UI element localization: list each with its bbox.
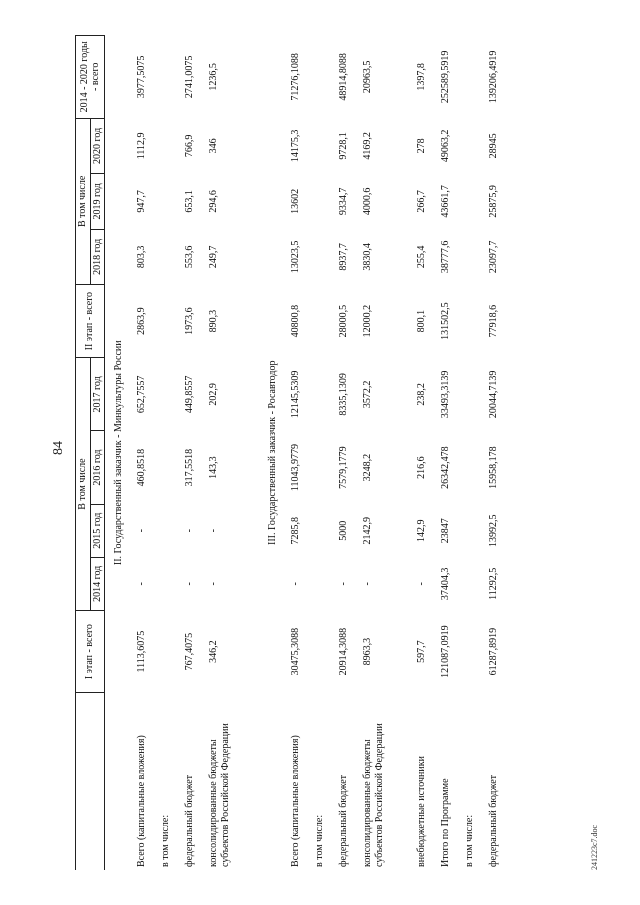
cell: 40800,8	[290, 304, 301, 338]
cell: 13023,5	[290, 240, 301, 274]
cell: 216,6	[416, 456, 427, 479]
cell: 4000,6	[362, 187, 373, 216]
cell: -	[338, 582, 349, 586]
cell: 346,2	[208, 640, 219, 663]
cell: 3977,5075	[136, 55, 147, 99]
section-title-row	[105, 36, 136, 871]
cell: 143,3	[208, 456, 219, 479]
cell: 1973,6	[184, 307, 195, 335]
cell: 890,3	[208, 309, 219, 333]
cell: 800,1	[416, 309, 427, 333]
cell: 3572,2	[362, 380, 373, 409]
cell: 266,7	[416, 190, 427, 213]
cell: 77918,6	[488, 304, 499, 338]
cell: 255,4	[416, 245, 427, 269]
cell: 12145,5309	[290, 370, 301, 419]
cell: 8937,7	[338, 243, 349, 271]
cell: 23097,7	[488, 240, 499, 274]
row-label: федеральный бюджет	[338, 774, 349, 867]
table-header	[76, 36, 105, 871]
cell: 5000	[338, 520, 349, 541]
cell: 13602	[290, 188, 301, 214]
header-in-that-number-1: В том числе	[76, 358, 91, 611]
row-label: федеральный бюджет	[184, 774, 195, 867]
cell: 25875,9	[488, 185, 499, 218]
cell: 767,4075	[184, 632, 195, 671]
table-row	[337, 36, 361, 871]
cell: 1113,6075	[136, 630, 147, 673]
header-stage2-total: II этап - всего	[76, 285, 105, 358]
cell: 11043,9779	[290, 443, 301, 492]
header-year-2018: 2018 год	[90, 229, 105, 284]
cell: 13992,5	[488, 514, 499, 547]
cell: 15958,178	[488, 446, 499, 489]
cell: 7579,1779	[338, 446, 349, 489]
cell: 249,7	[208, 245, 219, 269]
funding-table	[75, 35, 511, 870]
cell: 278	[416, 138, 427, 154]
cell: 449,8557	[184, 375, 195, 414]
cell: 8335,1309	[338, 373, 349, 416]
cell: 294,6	[208, 190, 219, 213]
cell: 766,9	[184, 134, 195, 158]
row-label: в том числе:	[464, 814, 475, 867]
cell: -	[416, 582, 427, 586]
cell: -	[136, 582, 147, 586]
row-label: Итого по Программе	[440, 778, 451, 867]
cell: -	[208, 582, 219, 586]
section-title: II. Государственный заказчик - Минкультуры России	[113, 340, 124, 566]
cell: 37404,3	[440, 567, 451, 601]
cell: 9728,1	[338, 132, 349, 160]
row-label: федеральный бюджет	[488, 774, 499, 867]
table-row	[415, 36, 439, 871]
table-row	[487, 36, 511, 871]
cell: 7285,8	[290, 516, 301, 545]
cell: 803,3	[136, 245, 147, 269]
table-row	[135, 36, 159, 871]
cell: 48914,8088	[338, 53, 349, 101]
cell: 8963,3	[362, 637, 373, 666]
cell: 20914,3088	[338, 627, 349, 676]
cell: 11292,5	[488, 567, 499, 600]
table-row	[183, 36, 207, 871]
header-stage1-total: I этап - всего	[76, 610, 105, 693]
cell: 131502,5	[440, 302, 451, 340]
cell: 2741,0075	[184, 55, 195, 99]
section-title-row	[261, 36, 289, 871]
cell: 947,7	[136, 190, 147, 213]
table-row	[463, 36, 487, 871]
cell: 653,1	[184, 190, 195, 213]
table-row	[313, 36, 337, 871]
header-total-2014-2020: 2014 - 2020 годы - всего	[76, 36, 105, 119]
cell: -	[184, 529, 195, 533]
header-in-that-number-2: В том числе	[76, 118, 91, 284]
header-year-2015: 2015 год	[90, 504, 105, 557]
rotated-table-container	[75, 35, 615, 870]
cell: 20044,7139	[488, 370, 499, 419]
cell: 9334,7	[338, 187, 349, 216]
page-number: 84	[51, 441, 66, 455]
cell: 553,6	[184, 245, 195, 269]
cell: 14175,3	[290, 129, 301, 163]
table-row-program-total	[439, 36, 463, 871]
cell: 1112,9	[136, 132, 147, 160]
cell: 3248,2	[362, 453, 373, 482]
cell: 202,9	[208, 383, 219, 406]
cell: 33493,3139	[440, 370, 451, 419]
row-label: консолидированные бюджеты субъектов Российской Федерации	[208, 723, 231, 867]
cell: 238,2	[416, 383, 427, 406]
cell: 26342,478	[440, 446, 451, 489]
cell: -	[362, 582, 373, 586]
table-row	[361, 36, 415, 871]
cell: -	[136, 529, 147, 533]
row-label: Всего (капитальные вложения)	[290, 735, 301, 867]
footer-file-code: 241223с7.doc	[590, 824, 599, 870]
cell: 49063,2	[440, 129, 451, 163]
cell: 3830,4	[362, 243, 373, 271]
header-year-2020: 2020 год	[90, 118, 105, 174]
cell: 38777,6	[440, 240, 451, 274]
cell: 317,5518	[184, 448, 195, 487]
cell: 121087,0919	[440, 625, 451, 678]
cell: 652,7557	[136, 375, 147, 414]
row-label: в том числе:	[160, 814, 171, 867]
cell: 30475,3088	[290, 627, 301, 676]
row-label: в том числе:	[314, 814, 325, 867]
row-label: Всего (капитальные вложения)	[136, 735, 147, 867]
cell: 61287,8919	[488, 627, 499, 676]
cell: -	[208, 529, 219, 533]
section-title: III. Государственный заказчик - Росавтодор	[267, 360, 278, 545]
cell: 23847	[440, 518, 451, 544]
table-body	[105, 36, 512, 871]
cell: 20963,5	[362, 60, 373, 94]
cell: 1236,5	[208, 63, 219, 91]
cell: 252589,5919	[440, 50, 451, 104]
cell: -	[184, 582, 195, 586]
cell: 28000,5	[338, 304, 349, 338]
row-label: внебюджетные источники	[416, 756, 427, 867]
table-row	[159, 36, 183, 871]
cell: 71276,1088	[290, 53, 301, 101]
cell: 28945	[488, 133, 499, 159]
cell: -	[290, 582, 301, 586]
cell: 139206,4919	[488, 50, 499, 104]
header-year-2016: 2016 год	[90, 431, 105, 504]
cell: 12000,2	[362, 304, 373, 338]
header-year-2017: 2017 год	[90, 358, 105, 431]
cell: 4169,2	[362, 132, 373, 160]
cell: 2142,9	[362, 516, 373, 545]
cell: 1397,8	[416, 63, 427, 91]
cell: 346	[208, 138, 219, 154]
header-year-2014: 2014 год	[90, 557, 105, 610]
table-row	[289, 36, 313, 871]
cell: 43661,7	[440, 185, 451, 218]
cell: 460,8518	[136, 448, 147, 487]
cell: 142,9	[416, 519, 427, 542]
cell: 2863,9	[136, 307, 147, 335]
table-row	[207, 36, 261, 871]
row-label: консолидированные бюджеты субъектов Российской Федерации	[362, 723, 385, 867]
header-label-column	[76, 693, 105, 870]
header-year-2019: 2019 год	[90, 174, 105, 229]
cell: 597,7	[416, 640, 427, 663]
